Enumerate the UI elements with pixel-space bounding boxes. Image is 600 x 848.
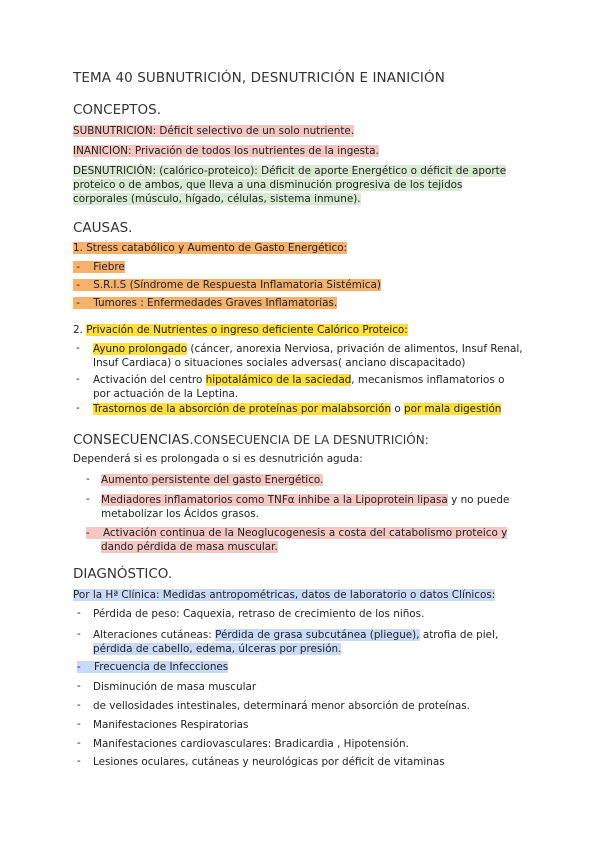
subnutricion-text: SUBNUTRICION: Déficit selectivo de un solo nutriente. [73, 125, 355, 137]
cause-1-item-1: - Fiebre [73, 261, 125, 273]
mala-digestion-highlight: por mala digestión [404, 403, 502, 415]
diagnostico-item-1: Pérdida de peso: Caquexia, retraso de crecimiento de los niños. [93, 608, 425, 620]
diagnostico-intro [73, 588, 527, 602]
mediadores-rest: y no puede [447, 494, 510, 506]
diagnostico-heading: DIAGNÓSTICO. [73, 566, 173, 582]
desnutricion-line-2: proteico o de ambos, que lleva a una disminución progresiva de los tejidos [73, 179, 463, 191]
diagnostico-item-3: - Frecuencia de Infecciones [77, 661, 229, 673]
neoglucogenesis-line-2: dando pérdida de masa muscular. [101, 541, 278, 553]
consecuencia-item-2 [101, 493, 527, 521]
gasto-energetico-text: Aumento persistente del gasto Energético. [101, 474, 324, 486]
alteraciones-line-2: pérdida de cabello, edema, úlceras por presión. [93, 643, 342, 655]
dash: - [76, 342, 80, 354]
dash: - [77, 607, 81, 619]
dash: - [76, 402, 80, 414]
tumores-text: Tumores : Enfermedades Graves Inflamatorias. [93, 297, 338, 309]
fiebre-text: Fiebre [93, 261, 125, 273]
cause-2-item-1 [93, 342, 527, 370]
sris-text: S.R.I.S (Síndrome de Respuesta Inflamatoria Sistémica) [93, 279, 381, 291]
desnutricion-def [73, 164, 527, 206]
mediadores-highlight: Mediadores inflamatorios como TNFα inhibe a la Lipoprotein lipasa [101, 494, 448, 506]
cause-1-text: 1. Stress catabólico y Aumento de Gasto Energético: [73, 242, 348, 254]
diagnostico-item-7: Manifestaciones cardiovasculares: Bradicardia , Hipotensión. [93, 738, 409, 750]
consecuencias-heading [73, 432, 429, 448]
consecuencia-item-1 [101, 473, 527, 487]
consecuencias-intro: Dependerá si es prolongada o si es desnutrición aguda: [73, 453, 363, 465]
infecciones-text: Frecuencia de Infecciones [93, 661, 229, 673]
dash: - [77, 755, 81, 767]
grasa-highlight: Pérdida de grasa subcutánea (pliegue), [215, 629, 420, 641]
consecuencias-heading-sub: CONSECUENCIA DE LA DESNUTRICIÓN: [193, 433, 429, 447]
diagnostico-item-2 [93, 628, 527, 656]
ayuno-line-2: Insuf Cardiaca) o situaciones sociales adversas( anciano discapacitado) [93, 357, 466, 369]
dash: - [76, 373, 80, 385]
trastornos-o: o [391, 403, 405, 415]
consecuencia-item-3: - Activación continua de la Neoglucogenesis a costa del catabolismo proteico y dando pérdida de masa muscular. [86, 527, 508, 553]
hipotalamico-highlight: hipotalámico de la saciedad [205, 374, 352, 386]
activacion-line-2: por actuación de la Leptina. [93, 388, 239, 400]
cause-2-item-2 [93, 373, 527, 401]
alteraciones-a: Alteraciones cutáneas: [93, 629, 216, 641]
diagnostico-item-6: Manifestaciones Respiratorias [93, 719, 249, 731]
trastornos-highlight: Trastornos de la absorción de proteínas por malabsorción [93, 403, 392, 415]
desnutricion-line-1: DESNUTRICIÓN: (calórico-proteico): Déficit de aporte Energético o déficit de aporte [73, 165, 507, 177]
activacion-a: Activación del centro [93, 374, 206, 386]
dash: - [77, 699, 81, 711]
diagnostico-item-8: Lesiones oculares, cutáneas y neurológicas por déficit de vitaminas [93, 756, 445, 768]
dash: - [77, 718, 81, 730]
cause-1-item-3: - Tumores : Enfermedades Graves Inflamatorias. [73, 297, 338, 309]
dash: - [86, 493, 90, 505]
cause-1-item-2: - S.R.I.S (Síndrome de Respuesta Inflamatoria Sistémica) [73, 279, 381, 291]
diagnostico-item-4: Disminución de masa muscular [93, 681, 257, 693]
consecuencias-heading-main: CONSECUENCIAS. [73, 432, 194, 448]
inanicion-text: INANICION: Privación de todos los nutrientes de la ingesta. [73, 145, 379, 157]
cause-1 [73, 241, 527, 255]
dash: - [86, 473, 90, 485]
mediadores-line-2: metabolizar los Ácidos grasos. [101, 508, 259, 520]
cause-2-text: Privación de Nutrientes o ingreso deficiente Calórico Proteico: [86, 324, 408, 336]
ayuno-highlight: Ayuno prolongado [93, 343, 188, 355]
desnutricion-line-3: corporales (músculo, hígado, células, sistema inmune). [73, 193, 361, 205]
dash: - [77, 737, 81, 749]
page-title: TEMA 40 SUBNUTRICIÓN, DESNUTRICIÓN E INANICIÓN [73, 70, 445, 86]
cause-2-prefix: 2. [73, 324, 87, 336]
cause-2-item-3 [93, 402, 527, 416]
alteraciones-b: atrofia de piel, [419, 629, 499, 641]
diagnostico-item-5: de vellosidades intestinales, determinará menor absorción de proteínas. [93, 700, 470, 712]
diagnostico-intro-text: Por la Hª Clínica: Medidas antropométricas, datos de laboratorio o datos Clínicos: [73, 589, 496, 601]
cause-2 [73, 323, 527, 337]
dash: - [77, 680, 81, 692]
dash: - [77, 628, 81, 640]
causas-heading: CAUSAS. [73, 220, 133, 236]
inanicion-def [73, 144, 527, 158]
neoglucogenesis-line-1: Activación continua de la Neoglucogenesis a costa del catabolismo proteico y [102, 527, 508, 539]
activacion-b: , mecanismos inflamatorios o [351, 374, 505, 386]
ayuno-rest: (cáncer, anorexia Nerviosa, privación de alimentos, Insuf Renal, [187, 343, 523, 355]
conceptos-heading: CONCEPTOS. [73, 102, 161, 118]
subnutricion-def [73, 124, 527, 138]
